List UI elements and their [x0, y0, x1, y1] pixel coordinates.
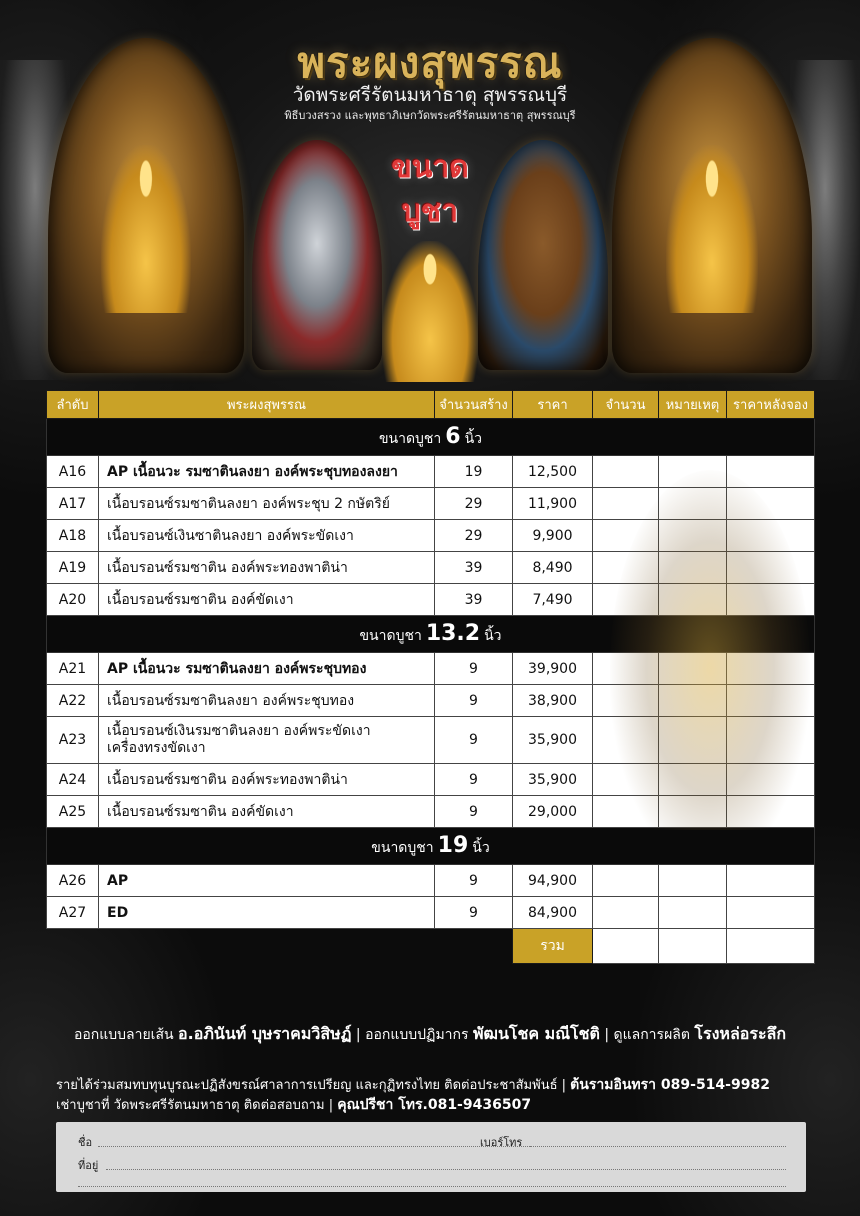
- item-produced-qty: 9: [435, 897, 513, 929]
- size-section-header: [47, 828, 815, 865]
- item-code: A26: [47, 865, 99, 897]
- page-title: พระผงสุพรรณ: [297, 38, 563, 87]
- item-produced-qty: 29: [435, 488, 513, 520]
- col-header-price: ราคา: [513, 391, 593, 419]
- phone-field[interactable]: [530, 1146, 786, 1147]
- item-code: A18: [47, 520, 99, 552]
- name-label: ชื่อ: [78, 1136, 93, 1149]
- size-section-header: [47, 616, 815, 653]
- item-name: ED: [99, 897, 435, 929]
- item-price: 35,900: [513, 764, 593, 796]
- col-header-produced: จำนวนสร้าง: [435, 391, 513, 419]
- address-label: ที่อยู่: [78, 1159, 99, 1172]
- price-table: [46, 390, 815, 964]
- item-name: AP: [99, 865, 435, 897]
- item-produced-qty: 9: [435, 653, 513, 685]
- item-code: A20: [47, 584, 99, 616]
- table-row: [47, 717, 815, 764]
- item-price: 35,900: [513, 717, 593, 764]
- table-row: [47, 520, 815, 552]
- item-name: เนื้อบรอนซ์รมซาตินลงยา องค์พระชุบ 2 กษัตริย์: [99, 488, 435, 520]
- quantity-cell[interactable]: [593, 653, 659, 685]
- statue-bronze: [478, 140, 608, 370]
- note-cell[interactable]: [659, 520, 727, 552]
- phone-label: เบอร์โทร: [480, 1136, 523, 1149]
- note-cell[interactable]: [659, 897, 727, 929]
- item-produced-qty: 39: [435, 584, 513, 616]
- item-name: AP เนื้อนวะ รมซาตินลงยา องค์พระชุบทองลงยา: [99, 456, 435, 488]
- item-name: เนื้อบรอนซ์รมซาติน องค์พระทองพาติน่า: [99, 552, 435, 584]
- quantity-cell[interactable]: [593, 717, 659, 764]
- price-after-cell[interactable]: [727, 717, 815, 764]
- item-produced-qty: 39: [435, 552, 513, 584]
- quantity-cell[interactable]: [593, 584, 659, 616]
- quantity-cell[interactable]: [593, 488, 659, 520]
- item-produced-qty: 19: [435, 456, 513, 488]
- quantity-cell[interactable]: [593, 764, 659, 796]
- col-header-price-after: ราคาหลังจอง: [727, 391, 815, 419]
- price-after-cell[interactable]: [727, 865, 815, 897]
- col-header-note: หมายเหตุ: [659, 391, 727, 419]
- table-row: [47, 584, 815, 616]
- quantity-cell[interactable]: [593, 520, 659, 552]
- table-row: [47, 865, 815, 897]
- note-cell[interactable]: [659, 865, 727, 897]
- item-name: เนื้อบรอนซ์รมซาตินลงยา องค์พระชุบทอง: [99, 685, 435, 717]
- price-after-cell[interactable]: [727, 488, 815, 520]
- quantity-cell[interactable]: [593, 685, 659, 717]
- item-price: 12,500: [513, 456, 593, 488]
- col-header-item: พระผงสุพรรณ: [99, 391, 435, 419]
- size-badge: ขนาด บูชา: [391, 150, 469, 229]
- note-cell[interactable]: [659, 717, 727, 764]
- item-price: 84,900: [513, 897, 593, 929]
- item-name: เนื้อบรอนซ์รมซาติน องค์ขัดเงา: [99, 584, 435, 616]
- item-price: 29,000: [513, 796, 593, 828]
- note-cell[interactable]: [659, 685, 727, 717]
- table-row: [47, 488, 815, 520]
- name-field[interactable]: [98, 1146, 534, 1147]
- table-row: [47, 897, 815, 929]
- item-produced-qty: 29: [435, 520, 513, 552]
- total-price-cell[interactable]: [727, 929, 815, 964]
- col-header-quantity: จำนวน: [593, 391, 659, 419]
- item-code: A25: [47, 796, 99, 828]
- table-row: [47, 653, 815, 685]
- item-code: A19: [47, 552, 99, 584]
- size-section-label: ขนาดบูชา 13.2 นิ้ว: [47, 616, 815, 653]
- statue-center-buddha: [370, 232, 490, 388]
- table-header-row: [47, 391, 815, 419]
- credits-line: ออกแบบลายเส้น อ.อภินันท์ บุษราคมวิสิษฏ์ | ออกแบบปฏิมากร พัฒนโชค มณีโชติ | ดูแลการผลิต โรงหล่อระลึก: [73, 1024, 787, 1043]
- total-note-cell[interactable]: [659, 929, 727, 964]
- item-price: 9,900: [513, 520, 593, 552]
- price-after-cell[interactable]: [727, 897, 815, 929]
- item-name: เนื้อบรอนซ์เงินซาตินลงยา องค์พระขัดเงา: [99, 520, 435, 552]
- total-label: รวม: [513, 929, 593, 964]
- total-row: [47, 929, 815, 964]
- price-after-cell[interactable]: [727, 552, 815, 584]
- price-after-cell[interactable]: [727, 796, 815, 828]
- quantity-cell[interactable]: [593, 865, 659, 897]
- quantity-cell[interactable]: [593, 897, 659, 929]
- address-field-2[interactable]: [78, 1186, 786, 1187]
- total-quantity-cell[interactable]: [593, 929, 659, 964]
- item-produced-qty: 9: [435, 796, 513, 828]
- note-cell[interactable]: [659, 488, 727, 520]
- price-after-cell[interactable]: [727, 520, 815, 552]
- contact-line-2: เช่าบูชาที่ วัดพระศรีรัตนมหาธาตุ ติดต่อสอบถาม | คุณปรีชา โทร.081-9436507: [56, 1097, 532, 1113]
- note-cell[interactable]: [659, 796, 727, 828]
- quantity-cell[interactable]: [593, 796, 659, 828]
- address-field[interactable]: [106, 1169, 786, 1170]
- price-after-cell[interactable]: [727, 653, 815, 685]
- item-price: 7,490: [513, 584, 593, 616]
- item-produced-qty: 9: [435, 717, 513, 764]
- item-code: A21: [47, 653, 99, 685]
- statue-silver: [252, 140, 382, 370]
- note-cell[interactable]: [659, 584, 727, 616]
- item-price: 38,900: [513, 685, 593, 717]
- size-section-label: ขนาดบูชา 19 นิ้ว: [47, 828, 815, 865]
- item-code: A22: [47, 685, 99, 717]
- item-produced-qty: 9: [435, 865, 513, 897]
- contact-line-1: รายได้ร่วมสมทบทุนบูรณะปฏิสังขรณ์ศาลาการเปรียญ และกุฏิทรงไทย ติดต่อประชาสัมพันธ์ | ต้นรามอินทรา 089-514-9982: [56, 1077, 770, 1093]
- item-name: เนื้อบรอนซ์เงินรมซาตินลงยา องค์พระขัดเงา เครื่องทรงขัดเงา: [99, 717, 435, 764]
- item-name: เนื้อบรอนซ์รมซาติน องค์ขัดเงา: [99, 796, 435, 828]
- page-subtitle: วัดพระศรีรัตนมหาธาตุ สุพรรณบุรี: [292, 84, 568, 106]
- size-section-header: [47, 419, 815, 456]
- note-cell[interactable]: [659, 653, 727, 685]
- price-after-cell[interactable]: [727, 456, 815, 488]
- note-cell[interactable]: [659, 456, 727, 488]
- note-cell[interactable]: [659, 764, 727, 796]
- price-after-cell[interactable]: [727, 685, 815, 717]
- item-produced-qty: 9: [435, 764, 513, 796]
- item-code: A23: [47, 717, 99, 764]
- table-row: [47, 456, 815, 488]
- order-form: [56, 1122, 806, 1192]
- item-code: A24: [47, 764, 99, 796]
- ceremony-subtitle: พิธีบวงสรวง และพุทธาภิเษกวัดพระศรีรัตนมหาธาตุ สุพรรณบุรี: [284, 109, 576, 122]
- table-row: [47, 552, 815, 584]
- col-header-order: ลำดับ: [47, 391, 99, 419]
- size-section-label: ขนาดบูชา 6 นิ้ว: [47, 419, 815, 456]
- item-price: 94,900: [513, 865, 593, 897]
- item-code: A17: [47, 488, 99, 520]
- item-produced-qty: 9: [435, 685, 513, 717]
- item-name: เนื้อบรอนซ์รมซาติน องค์พระทองพาติน่า: [99, 764, 435, 796]
- item-code: A27: [47, 897, 99, 929]
- quantity-cell[interactable]: [593, 456, 659, 488]
- table-row: [47, 764, 815, 796]
- price-after-cell[interactable]: [727, 764, 815, 796]
- item-price: 11,900: [513, 488, 593, 520]
- table-row: [47, 796, 815, 828]
- note-cell[interactable]: [659, 552, 727, 584]
- item-price: 8,490: [513, 552, 593, 584]
- quantity-cell[interactable]: [593, 552, 659, 584]
- item-price: 39,900: [513, 653, 593, 685]
- item-name: AP เนื้อนวะ รมซาตินลงยา องค์พระชุบทอง: [99, 653, 435, 685]
- table-row: [47, 685, 815, 717]
- item-code: A16: [47, 456, 99, 488]
- price-after-cell[interactable]: [727, 584, 815, 616]
